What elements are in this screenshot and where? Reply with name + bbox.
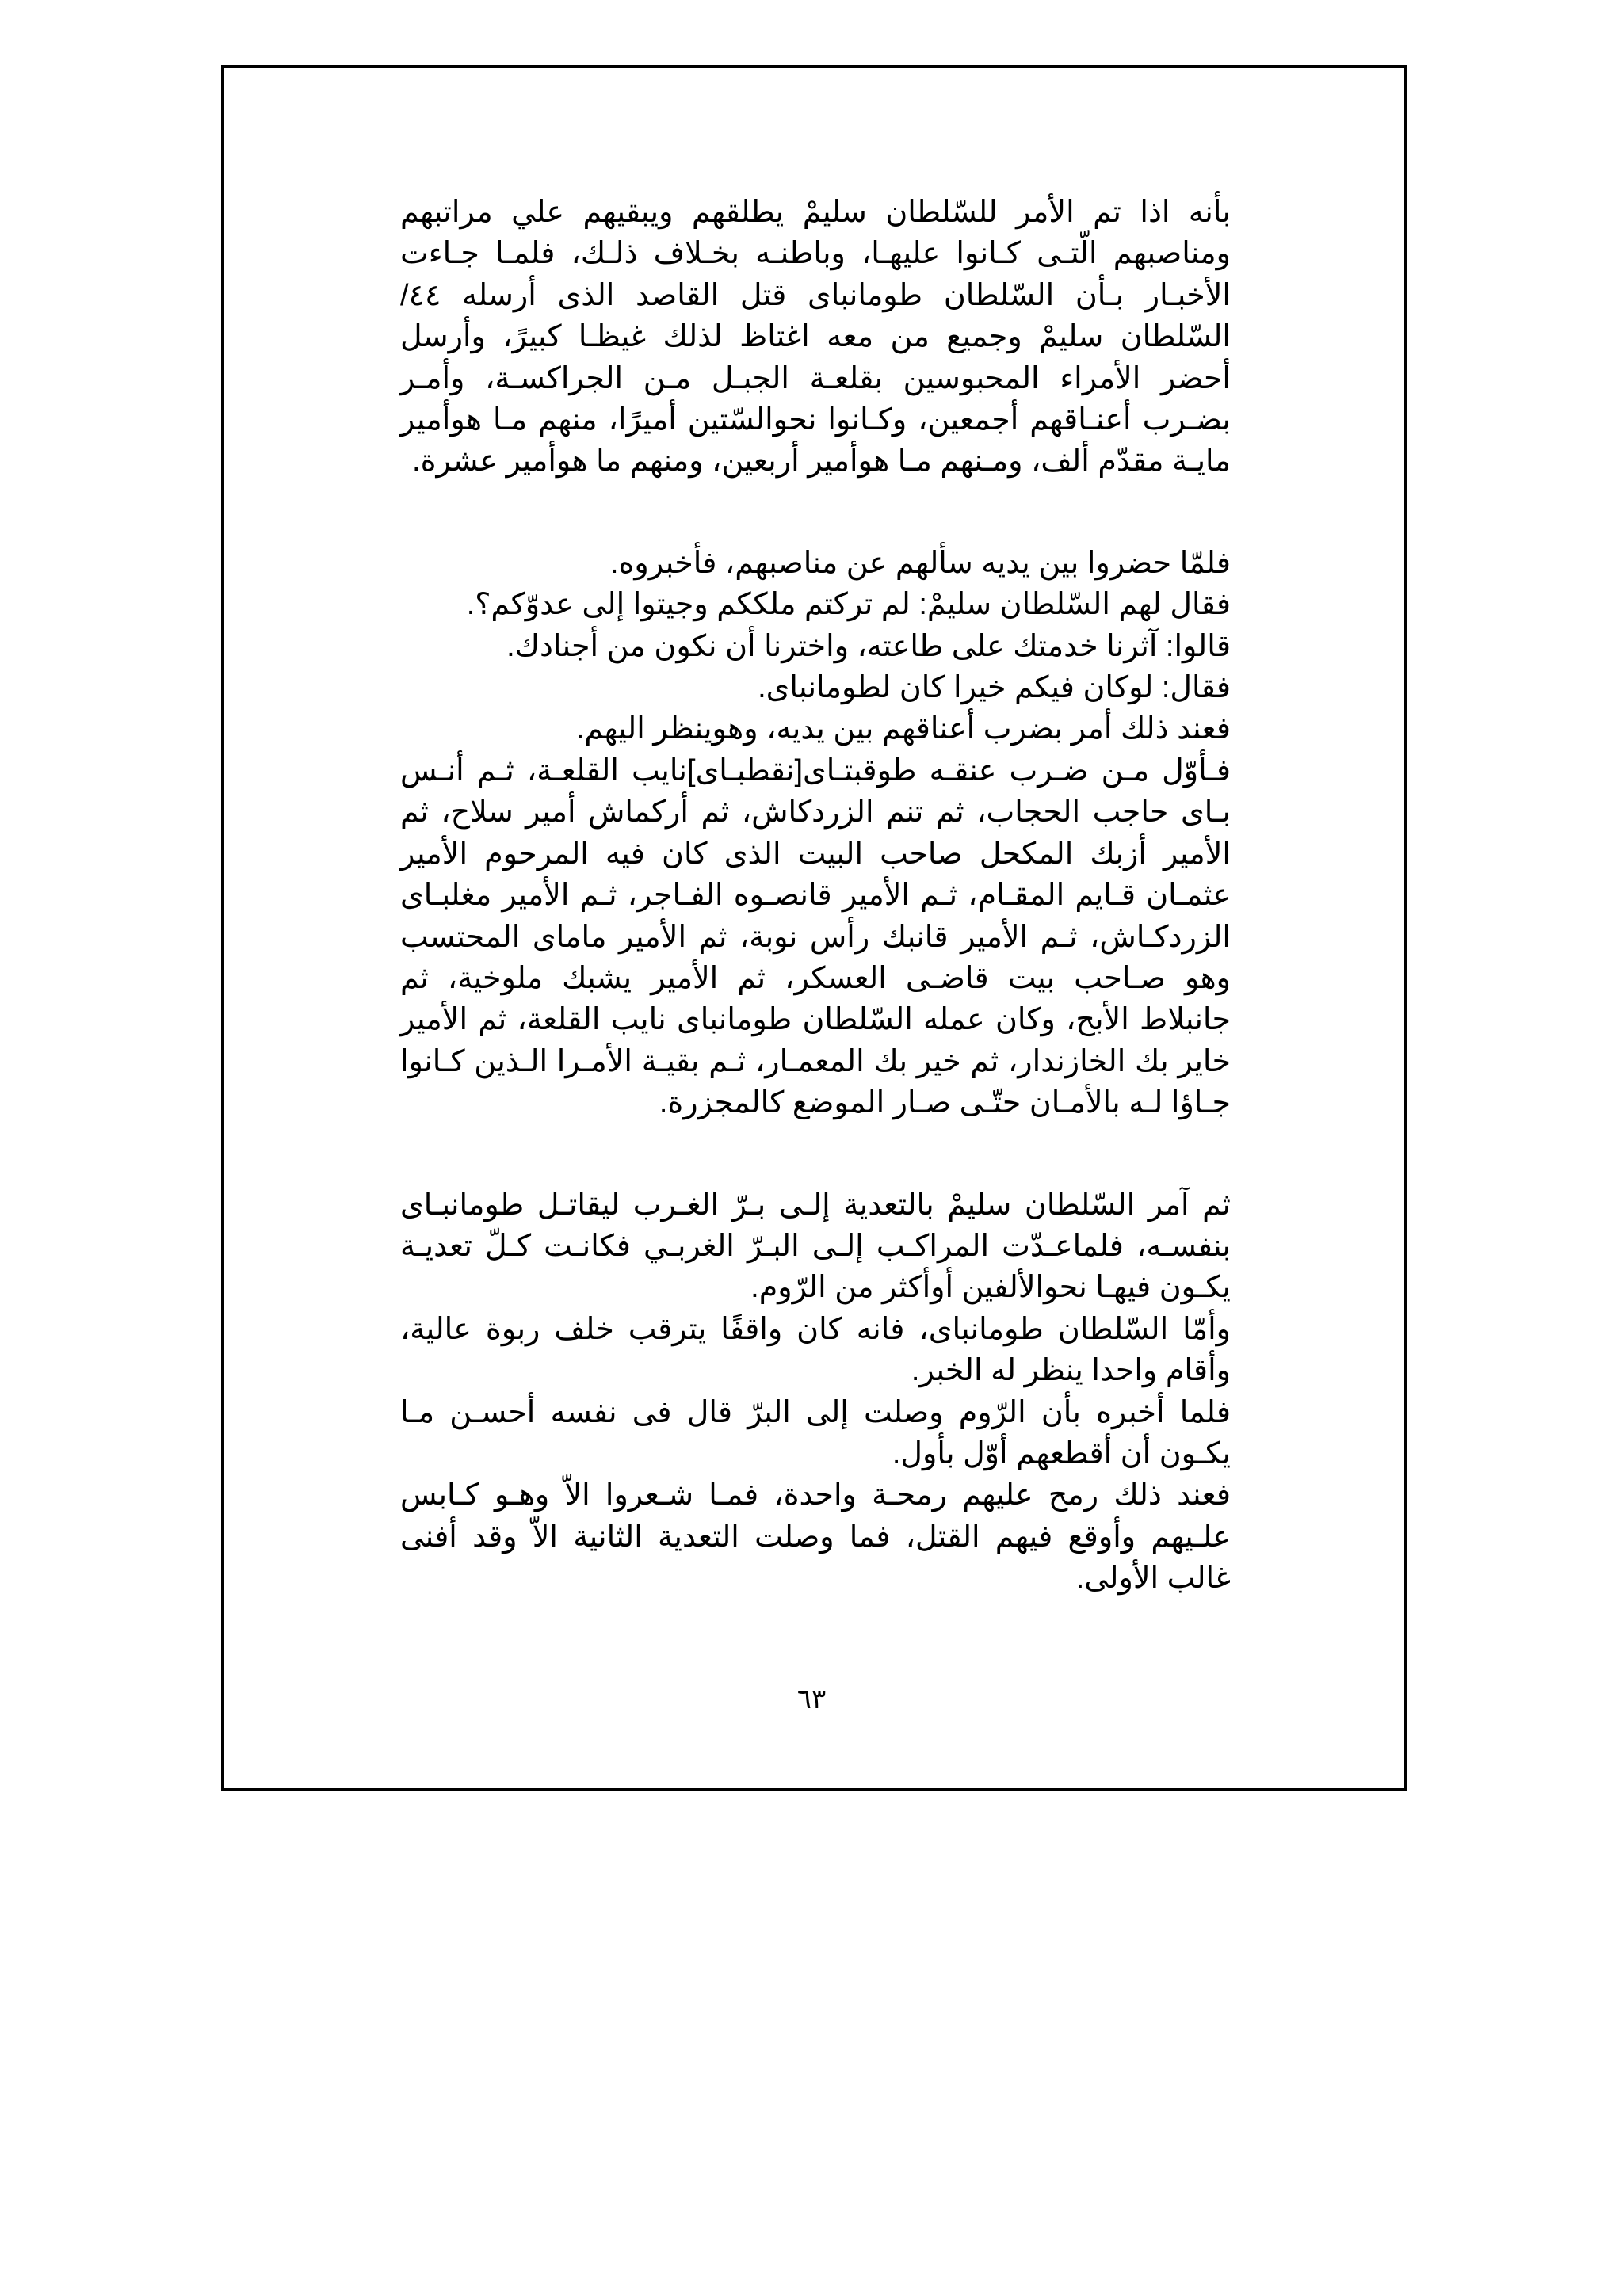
paragraph-spacer <box>400 1124 1231 1184</box>
paragraph: فلما أخبره بأن الرّوم وصلت إلى البرّ قال فى نفسه أحسـن مـا يكـون أن أقطعهم أوّل بأول. <box>400 1395 1231 1470</box>
page-body-text <box>400 192 1231 1600</box>
paragraph: فقال لهم السّلطان سليمْ: لم تركتم ملككم وجيتوا إلى عدوّكم؟. <box>466 588 1231 622</box>
page-number: ٦٣ <box>796 1684 827 1714</box>
paragraph-spacer <box>400 482 1231 543</box>
paragraph: فقال: لوكان فيكم خيرا كان لطومانباى. <box>758 671 1231 705</box>
paragraph: وأمّا السّلطان طومانباى، فانه كان واقفًا يترقب خلف ربوة عالية، وأقام واحدا ينظر له الخبر. <box>400 1312 1231 1388</box>
paragraph: ثم آمر السّلطان سليمْ بالتعدية إلـى بـرّ الغـرب ليقاتـل طومانبـاى بنفسـه، فلماعـدّت المراكـب إلـى البـرّ الغربـي فكانـت كـلّ تعديـة يكـون فيهـا نحوالألفين أوأكثر من الرّوم. <box>400 1188 1231 1305</box>
paragraph: فعند ذلك أمر بضرب أعناقهم بين يديه، وهوينظر اليهم. <box>575 712 1231 746</box>
paragraph: قالوا: آثرنا خدمتك على طاعته، واخترنا أن نكون من أجنادك. <box>506 629 1231 663</box>
paragraph: فلمّا حضروا بين يديه سألهم عن مناصبهم، فأخبروه. <box>609 546 1231 580</box>
paragraph: فـأوّل مـن ضـرب عنقـه طوقبتـاى[نقطبـاى]نايب القلعـة، ثـم أنـس بـاى حاجب الحجاب، ثم تنم الزردكاش، ثم أركماش أمير سلاح، ثم الأمير أزبك المكحل صاحب البيت الذى كان فيه المرحوم الأمير عثمـان قـايم المقـام، ثـم الأمير قانصـوه الفـاجر، ثـم الأمير مغلبـاى الزردكـاش، ثـم الأمير قانبك رأس نوبة، ثم الأمير ماماى المحتسب وهو صـاحب بيت قاضـى العسكر، ثم الأمير يشبك ملوخية، ثم جانبلاط الأبح، وكان عمله السّلطان طومانباى نايب القلعة، ثم الأمير خاير بك الخازندار، ثم خير بك المعمـار، ثـم بقيـة الأمـرا الـذين كـانوا جـاؤا لـه بالأمـان حتّـى صـار الموضع كالمجزرة. <box>400 753 1231 1120</box>
paragraph: فعند ذلك رمح عليهم رمحـة واحدة، فمـا شـعروا الاّ وهـو كـابس علـيهم وأوقع فيهم القتل، فما وصلت التعدية الثانية الاّ وقد أفنى غالب الأولى. <box>400 1478 1231 1596</box>
paragraph: بأنه اذا تم الأمر للسّلطان سليمْ يطلقهم ويبقيهم علي مراتبهم ومناصبهم الّتـى كـانوا عليهـا، وباطنـه بخـلاف ذلـك، فلمـا جـاءت الأخبـار بـأن السّلطان طومانباى قتل القاصد الذى أرسله ٤٤/ السّلطان سليمْ وجميع من معه اغتاظ لذلك غيظـا كبيرً، وأرسل أحضر الأمراء المحبوسين بقلعـة الجبـل مـن الجراكسـة، وأمـر بضـرب أعنـاقهم أجمعين، وكـانوا نحوالسّتين أميرًا، منهم مـا هوأمير مايـة مقدّم ألف، ومـنهم مـا هوأمير أربعين، ومنهم ما هوأمير عشرة. <box>400 196 1231 479</box>
